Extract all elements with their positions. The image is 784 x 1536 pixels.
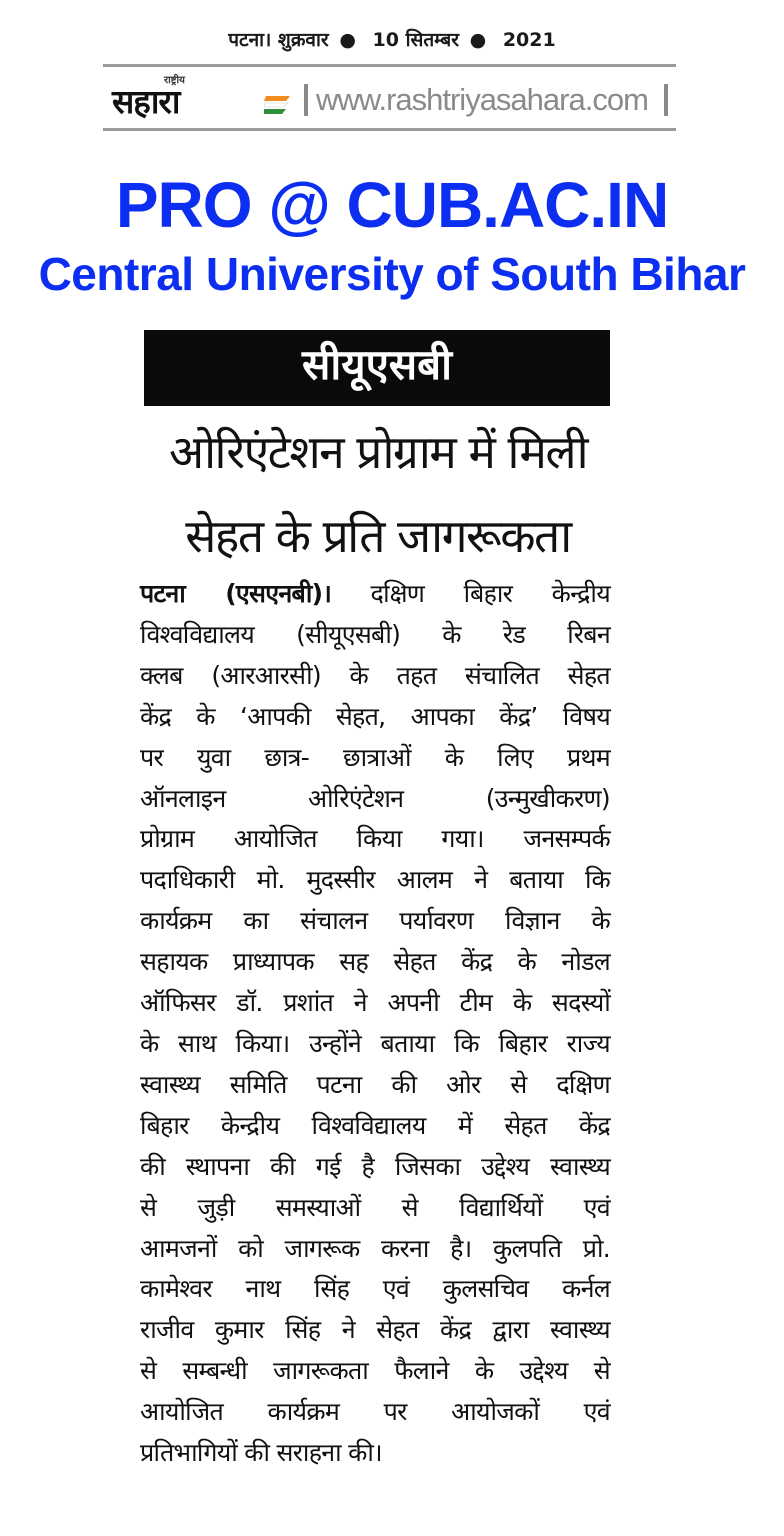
article-line: [140, 574, 610, 615]
article-line: ऑफिसर डॉ. प्रशांत ने अपनी टीम के सदस्यों: [140, 988, 610, 1018]
headline-line-2: सेहत के प्रति जागरूकता: [185, 509, 571, 563]
article-line: के साथ किया। उन्होंने बताया कि बिहार राज्य: [140, 1028, 610, 1058]
article-line: केंद्र के ‘आपकी सेहत, आपका केंद्र’ विषय: [140, 701, 610, 731]
article-headline: [140, 410, 616, 578]
article-line: प्रतिभागियों की सराहना की।: [140, 1438, 382, 1468]
article-line: से जुड़ी समस्याओं से विद्यार्थियों एवं: [140, 1192, 610, 1222]
masthead-bottom-rule: [103, 128, 676, 131]
dateline-year: 2021: [502, 29, 556, 51]
section-label-banner: सीयूएसबी: [144, 330, 610, 406]
article-line: विश्वविद्यालय (सीयूएसबी) के रेड रिबन: [140, 619, 610, 649]
flag-stripes-icon: [264, 94, 290, 116]
bullet-icon: ●: [469, 29, 487, 51]
masthead-top-rule: [103, 64, 676, 67]
dateline-city-day: पटना। शुक्रवार: [228, 29, 329, 51]
url-separator: [664, 84, 668, 116]
website-url[interactable]: www.rashtriyasahara.com: [316, 82, 648, 117]
article-line: ऑनलाइन ओरिएंटेशन (उन्मुखीकरण): [140, 783, 610, 813]
article-line: स्वास्थ्य समिति पटना की ओर से दक्षिण: [140, 1069, 610, 1099]
logo-main-text: सहारा: [112, 82, 180, 121]
bullet-icon: ●: [339, 29, 356, 51]
article-line: से सम्बन्धी जागरूकता फैलाने के उद्देश्य से: [140, 1356, 610, 1386]
newspaper-logo: [112, 72, 300, 124]
url-separator: [304, 84, 308, 116]
article-line: बिहार केन्द्रीय विश्वविद्यालय में सेहत केंद्र: [140, 1110, 610, 1140]
article-line: पदाधिकारी मो. मुदस्सीर आलम ने बताया कि: [140, 865, 610, 895]
article-line: राजीव कुमार सिंह ने सेहत केंद्र द्वारा स्वास्थ्य: [140, 1315, 610, 1345]
university-name-overlay: Central University of South Bihar: [38, 248, 746, 300]
article-line: कामेश्वर नाथ सिंह एवं कुलसचिव कर्नल: [140, 1274, 610, 1304]
article-line: आमजनों को जागरूक करना है। कुलपति प्रो.: [140, 1233, 610, 1263]
article-dateline: पटना (एसएनबी)।: [140, 579, 332, 608]
article-body: [140, 574, 610, 1474]
pro-email-overlay: PRO @ CUB.AC.IN: [115, 169, 669, 241]
article-line: प्रोग्राम आयोजित किया गया। जनसम्पर्क: [140, 824, 610, 854]
article-line: सहायक प्राध्यापक सह सेहत केंद्र के नोडल: [140, 947, 610, 977]
masthead: [112, 72, 676, 124]
dateline: [0, 26, 784, 52]
article-line: क्लब (आरआरसी) के तहत संचालित सेहत: [140, 660, 610, 690]
headline-line-1: ओरिएंटेशन प्रोग्राम में मिली: [168, 425, 588, 479]
logo-small-text: राष्ट्रीय: [164, 75, 185, 86]
article-line-text: दक्षिण बिहार केन्द्रीय: [370, 579, 610, 608]
article-line: की स्थापना की गई है जिसका उद्देश्य स्वास्थ्य: [140, 1151, 610, 1181]
article-line: आयोजित कार्यक्रम पर आयोजकों एवं: [140, 1397, 610, 1427]
article-line: पर युवा छात्र- छात्राओं के लिए प्रथम: [140, 742, 610, 772]
article-line: कार्यक्रम का संचालन पर्यावरण विज्ञान के: [140, 906, 610, 936]
dateline-date: 10 सितम्बर: [372, 29, 459, 51]
